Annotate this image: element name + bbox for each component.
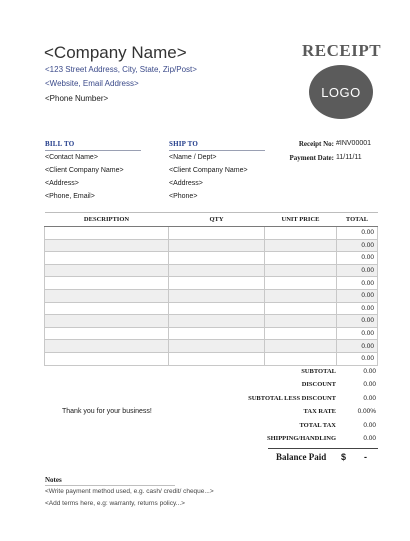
bill-to-company: <Client Company Name> [45, 167, 124, 174]
bill-to-contact: <Contact Name> [45, 154, 98, 161]
ship-to-address: <Address> [169, 180, 203, 187]
cell-description[interactable] [45, 252, 169, 265]
cell-qty[interactable] [169, 327, 265, 340]
subtotal-less-discount-label: SUBTOTAL LESS DISCOUNT [248, 395, 336, 402]
note-payment-method[interactable]: <Write payment method used, e.g. cash/ credit/ cheque...> [45, 488, 214, 495]
cell-qty[interactable] [169, 239, 265, 252]
table-row [45, 289, 378, 302]
company-name: <Company Name> [44, 43, 187, 62]
payment-date-value: 11/11/11 [336, 154, 362, 161]
cell-unit-price[interactable] [265, 252, 337, 265]
cell-description[interactable] [45, 352, 169, 365]
items-table [44, 212, 378, 366]
bill-to-address: <Address> [45, 180, 79, 187]
table-row [45, 302, 378, 315]
cell-description[interactable] [45, 277, 169, 290]
receipt-no-value: #INV00001 [336, 140, 372, 147]
discount-label: DISCOUNT [301, 381, 336, 388]
cell-total: 0.00 [337, 352, 378, 365]
thank-you-message: Thank you for your business! [62, 408, 152, 415]
cell-unit-price[interactable] [265, 264, 337, 277]
cell-qty[interactable] [169, 340, 265, 353]
receipt-no-label: Receipt No: [298, 140, 334, 148]
cell-description[interactable] [45, 302, 169, 315]
subtotal-value: 0.00 [363, 368, 376, 375]
ship-to-heading: SHIP TO [169, 140, 198, 148]
logo-text: LOGO [321, 84, 361, 100]
cell-unit-price[interactable] [265, 302, 337, 315]
table-row [45, 252, 378, 265]
cell-unit-price[interactable] [265, 289, 337, 302]
cell-total: 0.00 [337, 239, 378, 252]
table-row [45, 340, 378, 353]
total-tax-value: 0.00 [363, 422, 376, 429]
cell-qty[interactable] [169, 227, 265, 240]
cell-total: 0.00 [337, 302, 378, 315]
cell-qty[interactable] [169, 277, 265, 290]
subtotal-less-discount-value: 0.00 [363, 395, 376, 402]
table-row [45, 239, 378, 252]
balance-paid-label: Balance Paid [276, 452, 327, 462]
table-row [45, 352, 378, 365]
cell-qty[interactable] [169, 352, 265, 365]
cell-unit-price[interactable] [265, 315, 337, 328]
balance-currency: $ [341, 452, 347, 462]
table-row [45, 277, 378, 290]
cell-qty[interactable] [169, 289, 265, 302]
header-qty: QTY [169, 213, 265, 227]
cell-qty[interactable] [169, 302, 265, 315]
cell-total: 0.00 [337, 327, 378, 340]
ship-to-rule [169, 150, 265, 151]
cell-qty[interactable] [169, 315, 265, 328]
cell-qty[interactable] [169, 264, 265, 277]
table-row [45, 327, 378, 340]
cell-description[interactable] [45, 340, 169, 353]
header-description: DESCRIPTION [45, 213, 169, 227]
cell-description[interactable] [45, 227, 169, 240]
company-web-email: <Website, Email Address> [45, 79, 139, 88]
cell-total: 0.00 [337, 340, 378, 353]
cell-total: 0.00 [337, 315, 378, 328]
shipping-handling-value[interactable]: 0.00 [363, 435, 376, 442]
total-tax-label: TOTAL TAX [299, 422, 336, 429]
cell-description[interactable] [45, 315, 169, 328]
subtotal-label: SUBTOTAL [301, 368, 336, 375]
cell-total: 0.00 [337, 277, 378, 290]
cell-unit-price[interactable] [265, 327, 337, 340]
balance-rule [268, 448, 378, 449]
bill-to-heading: BILL TO [45, 140, 75, 148]
tax-rate-value[interactable]: 0.00% [357, 408, 376, 415]
cell-total: 0.00 [337, 252, 378, 265]
table-row [45, 264, 378, 277]
logo-placeholder [309, 65, 373, 119]
discount-value[interactable]: 0.00 [363, 381, 376, 388]
cell-description[interactable] [45, 239, 169, 252]
ship-to-company: <Client Company Name> [169, 167, 248, 174]
cell-unit-price[interactable] [265, 352, 337, 365]
cell-description[interactable] [45, 264, 169, 277]
cell-description[interactable] [45, 289, 169, 302]
notes-heading: Notes [45, 476, 62, 484]
header-unit-price: UNIT PRICE [265, 213, 337, 227]
company-phone: <Phone Number> [45, 94, 109, 103]
receipt-title: RECEIPT [302, 41, 382, 60]
notes-rule [45, 485, 175, 486]
table-row [45, 315, 378, 328]
cell-unit-price[interactable] [265, 277, 337, 290]
cell-qty[interactable] [169, 252, 265, 265]
items-table-header [45, 213, 378, 227]
tax-rate-label: TAX RATE [303, 408, 336, 415]
shipping-handling-label: SHIPPING/HANDLING [267, 435, 336, 442]
note-terms[interactable]: <Add terms here, e.g: warranty, returns policy...> [45, 500, 185, 507]
header-total: TOTAL [337, 213, 378, 227]
cell-description[interactable] [45, 327, 169, 340]
bill-to-rule [45, 150, 141, 151]
cell-unit-price[interactable] [265, 227, 337, 240]
company-address: <123 Street Address, City, State, Zip/Post> [45, 65, 197, 74]
payment-date-label: Payment Date: [289, 154, 334, 162]
cell-unit-price[interactable] [265, 340, 337, 353]
balance-paid-value: - [364, 452, 367, 462]
table-row [45, 227, 378, 240]
cell-unit-price[interactable] [265, 239, 337, 252]
ship-to-name: <Name / Dept> [169, 154, 217, 161]
bill-to-phone-email: <Phone, Email> [45, 193, 95, 200]
cell-total: 0.00 [337, 264, 378, 277]
cell-total: 0.00 [337, 289, 378, 302]
ship-to-phone: <Phone> [169, 193, 198, 200]
cell-total: 0.00 [337, 227, 378, 240]
